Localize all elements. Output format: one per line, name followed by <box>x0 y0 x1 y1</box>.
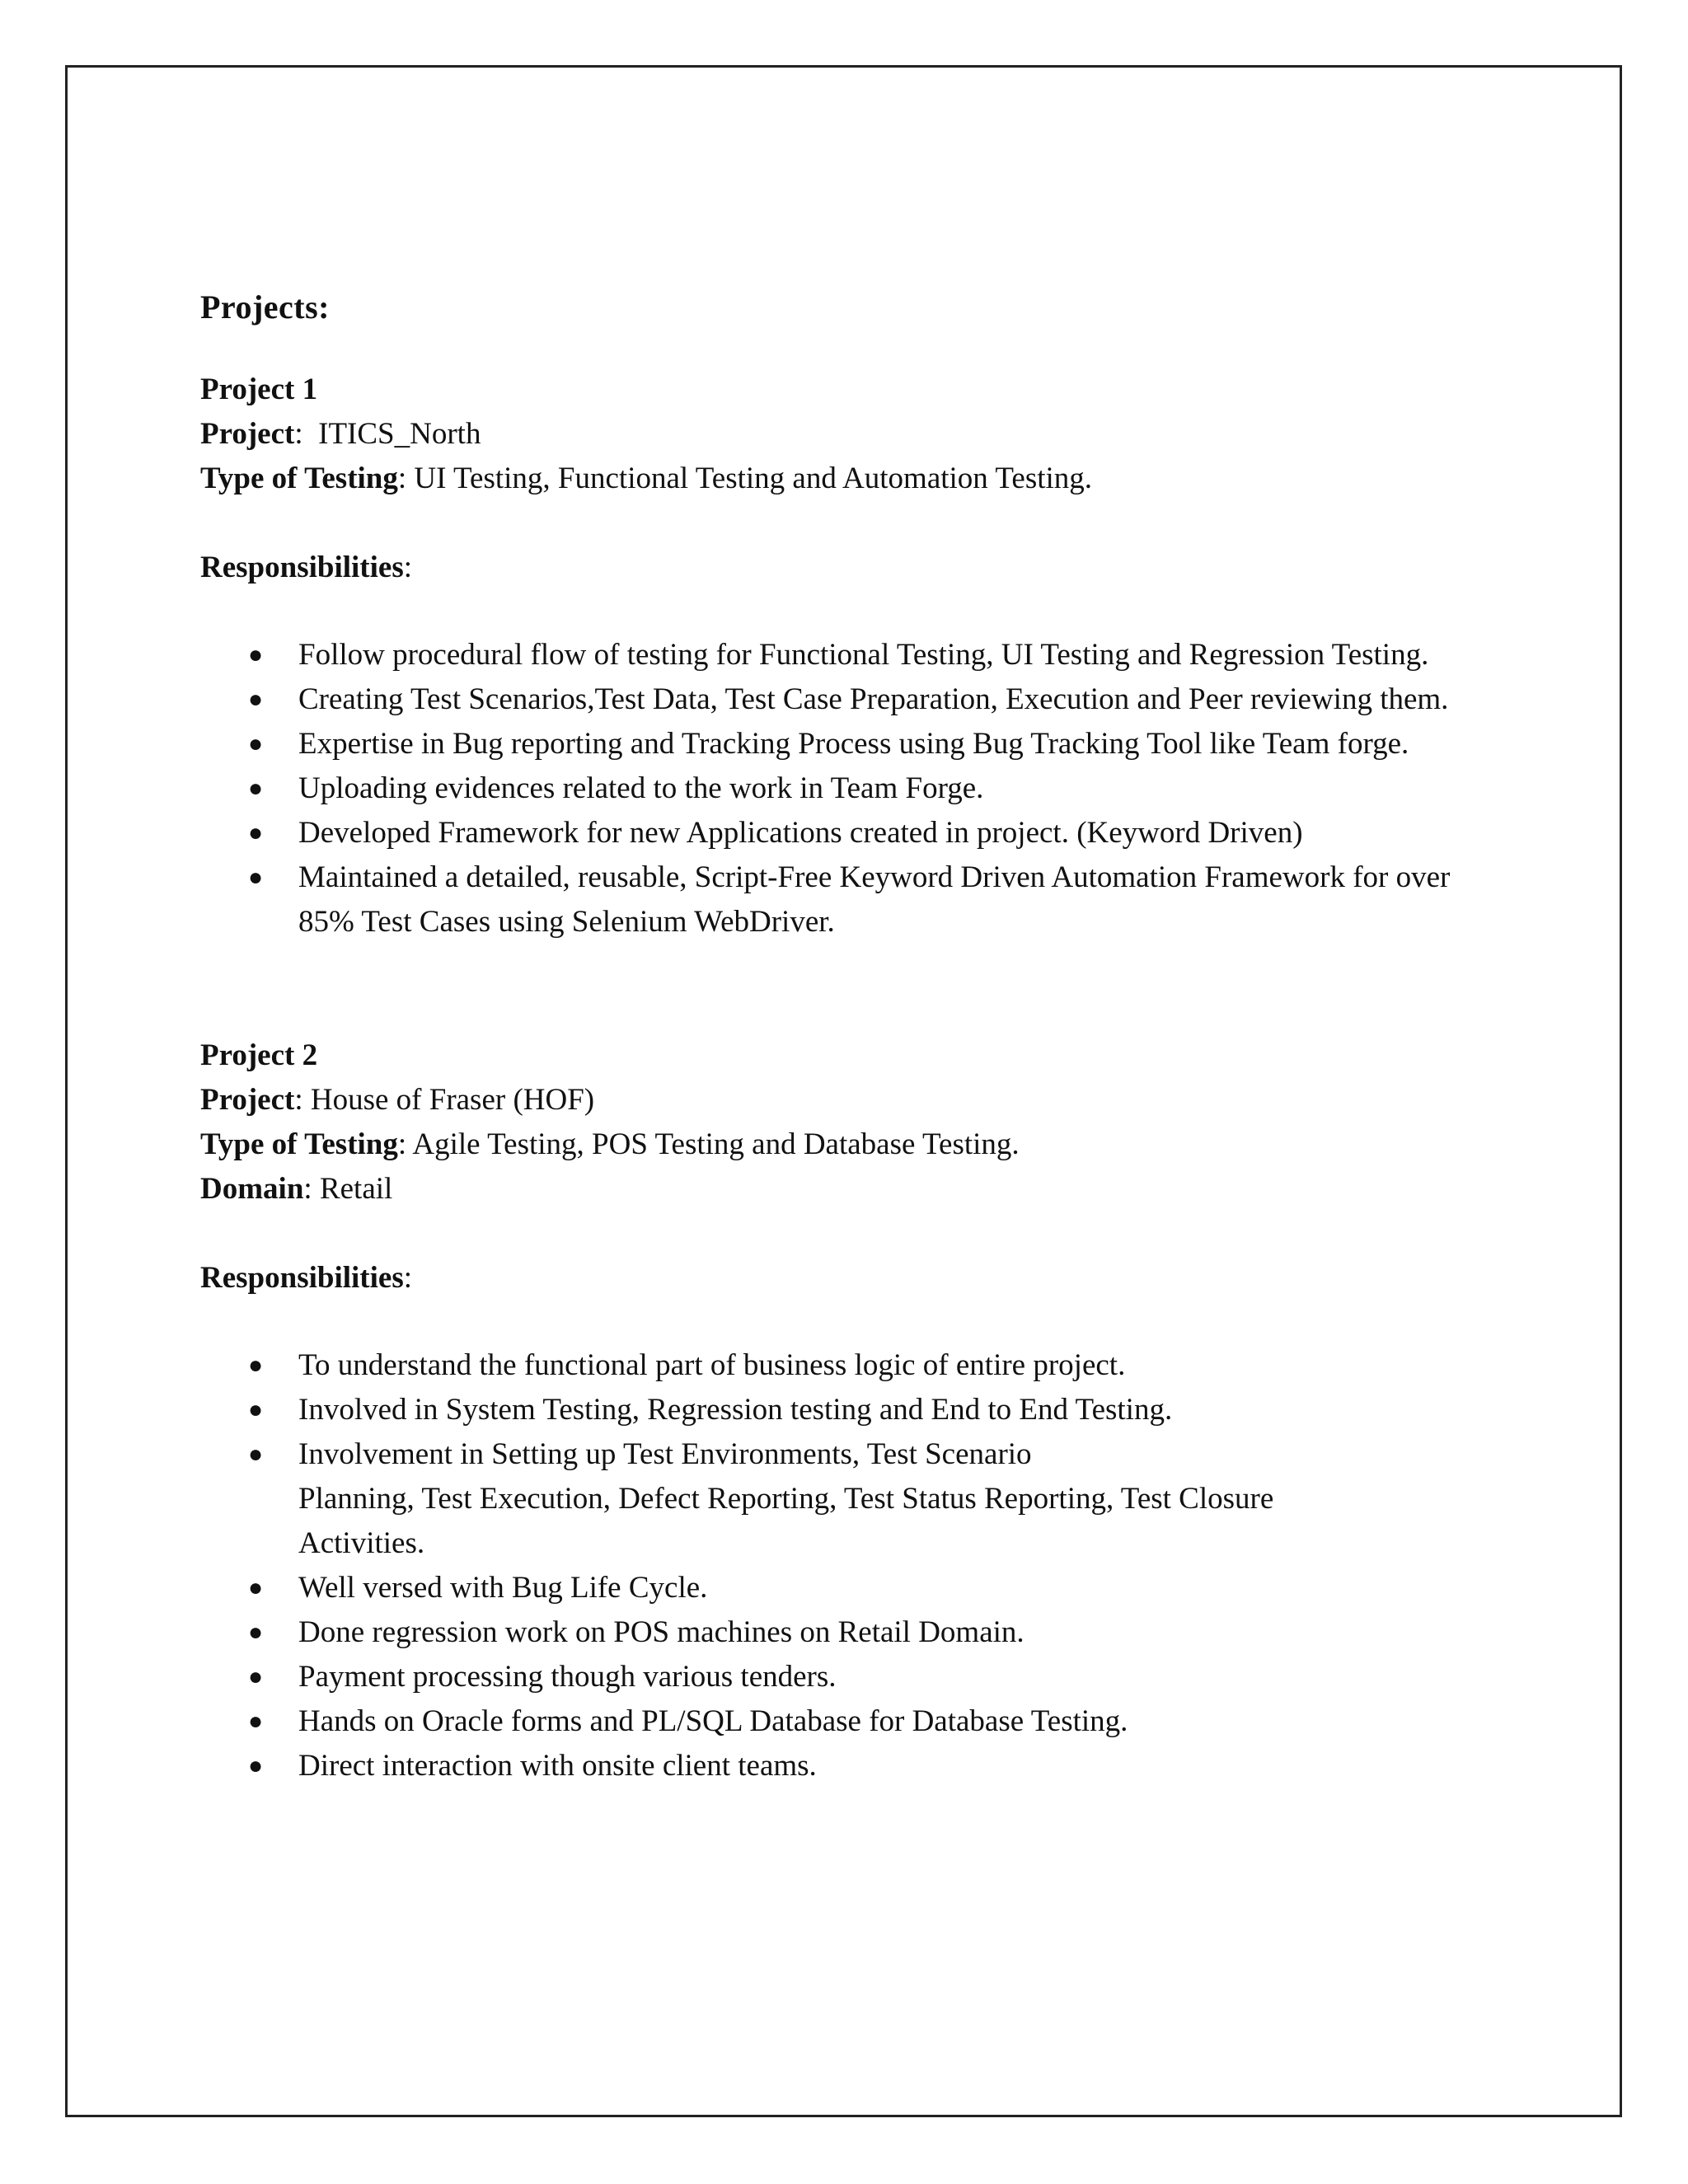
field-label: Type of Testing <box>200 462 398 495</box>
list-item-text: Direct interaction with onsite client teams. <box>298 1749 817 1783</box>
field-label: Responsibilities <box>200 551 404 584</box>
list-item <box>200 1343 1503 1388</box>
list-item-text: Payment processing though various tenders. <box>298 1660 837 1694</box>
document-body <box>200 285 1503 1788</box>
spacer <box>200 944 1503 989</box>
field-label: Domain <box>200 1172 304 1206</box>
field-label: Project <box>200 417 295 451</box>
bullet-icon: ● <box>248 1708 264 1735</box>
list-item-text: Follow procedural flow of testing for Functional Testing, UI Testing and Regression Testing. <box>298 638 1429 672</box>
responsibilities-heading: Responsibilities: <box>200 551 412 584</box>
type-of-testing-value: UI Testing, Functional Testing and Automation Testing. <box>414 462 1093 495</box>
list-item-text: Well versed with Bug Life Cycle. <box>298 1571 708 1605</box>
list-item <box>200 1432 1503 1566</box>
list-item-text: Involved in System Testing, Regression testing and End to End Testing. <box>298 1393 1173 1427</box>
type-of-testing-value: Agile Testing, POS Testing and Database Testing. <box>412 1127 1020 1161</box>
project-2 <box>200 1033 1503 1788</box>
responsibilities-list <box>200 633 1503 944</box>
project-name-line: Project: ITICS_North <box>200 417 481 451</box>
list-item-text-continuation: Planning, Test Execution, Defect Reporting, Test Status Reporting, Test Closure <box>298 1482 1274 1516</box>
bullet-icon: ● <box>248 686 264 713</box>
project-name-line: Project: House of Fraser (HOF) <box>200 1083 595 1117</box>
list-item-text: Involvement in Setting up Test Environments, Test Scenario <box>298 1437 1032 1471</box>
list-item-text: Creating Test Scenarios,Test Data, Test Case Preparation, Execution and Peer reviewing them. <box>298 682 1449 716</box>
domain-value: Retail <box>319 1172 393 1206</box>
list-item <box>200 1655 1503 1699</box>
list-item <box>200 722 1503 766</box>
project-heading: Project 1 <box>200 373 318 406</box>
list-item <box>200 1388 1503 1432</box>
project-1 <box>200 368 1503 944</box>
bullet-icon: ● <box>248 819 264 846</box>
bullet-icon: ● <box>248 641 264 668</box>
responsibilities-list <box>200 1343 1503 1788</box>
section-title: Projects: <box>200 288 330 326</box>
list-item <box>200 811 1503 855</box>
bullet-icon: ● <box>248 1752 264 1779</box>
bullet-icon: ● <box>248 864 264 891</box>
list-item <box>200 1699 1503 1744</box>
bullet-icon: ● <box>248 1396 264 1423</box>
list-item-text: Expertise in Bug reporting and Tracking Process using Bug Tracking Tool like Team forge. <box>298 727 1409 761</box>
list-item <box>200 1566 1503 1610</box>
list-item-text: Done regression work on POS machines on Retail Domain. <box>298 1615 1025 1649</box>
list-item-text: To understand the functional part of business logic of entire project. <box>298 1348 1126 1382</box>
list-item <box>200 677 1503 722</box>
domain-line: Domain: Retail <box>200 1172 393 1206</box>
list-item <box>200 633 1503 677</box>
bullet-icon: ● <box>248 1663 264 1690</box>
bullet-icon: ● <box>248 1441 264 1468</box>
field-label: Type of Testing <box>200 1127 398 1161</box>
list-item-text: Developed Framework for new Applications created in project. (Keyword Driven) <box>298 816 1303 850</box>
responsibilities-heading: Responsibilities: <box>200 1261 412 1295</box>
project-name: ITICS_North <box>318 417 481 451</box>
list-item-text: Uploading evidences related to the work in Team Forge. <box>298 771 984 805</box>
bullet-icon: ● <box>248 1574 264 1601</box>
list-item <box>200 1744 1503 1788</box>
list-item <box>200 1610 1503 1655</box>
type-of-testing-line: Type of Testing: Agile Testing, POS Testing and Database Testing. <box>200 1127 1020 1161</box>
type-of-testing-line: Type of Testing: UI Testing, Functional Testing and Automation Testing. <box>200 462 1093 495</box>
bullet-icon: ● <box>248 730 264 757</box>
list-item-text: Hands on Oracle forms and PL/SQL Database for Database Testing. <box>298 1704 1128 1738</box>
bullet-icon: ● <box>248 775 264 802</box>
list-item <box>200 766 1503 811</box>
list-item-text-continuation: Activities. <box>298 1526 425 1560</box>
list-item <box>200 855 1503 944</box>
field-label: Responsibilities <box>200 1261 404 1295</box>
bullet-icon: ● <box>248 1619 264 1646</box>
bullet-icon: ● <box>248 1352 264 1379</box>
project-name: House of Fraser (HOF) <box>310 1083 595 1117</box>
project-heading: Project 2 <box>200 1038 318 1072</box>
field-label: Project <box>200 1083 295 1117</box>
list-item-text: Maintained a detailed, reusable, Script-Free Keyword Driven Automation Framework for over 85% Test Cases using Selenium WebDriver. <box>298 860 1451 939</box>
